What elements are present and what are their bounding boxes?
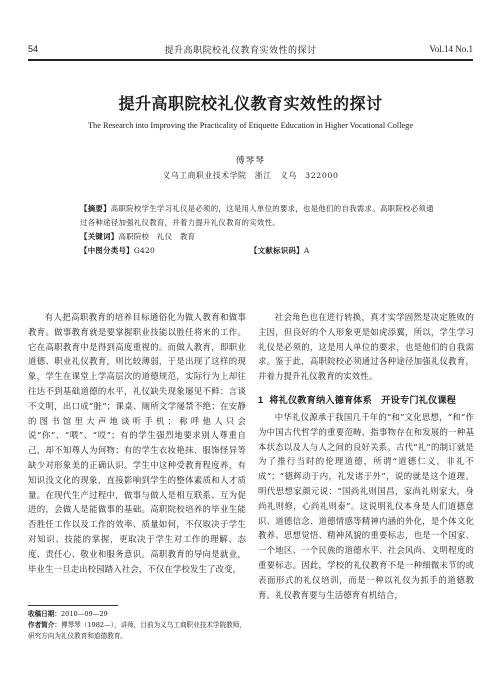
abstract-block xyxy=(80,202,436,258)
doc-code-value: A xyxy=(303,246,310,255)
footnote-rule xyxy=(28,605,118,606)
classification xyxy=(80,244,250,258)
keywords-label: 【关键词】 xyxy=(80,232,119,241)
article-title: 提升高职院校礼仪教育实效性的探讨 xyxy=(118,94,383,113)
section-title: 将礼仪教育纳入德育体系 开设专门礼仪课程 xyxy=(269,394,457,405)
body-paragraph: 中华礼仪源承于我国几千年的“和”文化思想，“和”作为中国古代哲学的重要范畴，指事物存在和发展的一种基本状态以及人与人之间的良好关系。古代“礼”的制订就是为了推行当时的伦理道德，所谓“道德仁义，非礼不成”；“德辉动于内，礼发诸于外”，说的就是这个道理。明代思想家颜元说：“国尚礼则国昌，家尚礼则家大，身尚礼则修，心尚礼则泰”。这说明礼仪本身是人们道德意识、道德信念、道德情感等精神内涵的外化，是个体文化教养、思想觉悟、精神风貌的重要标志，也是一个国家、一个地区、一个民族的道德水平、社会风尚、文明程度的重要标志。因此，学校的礼仪教育不是一种细微末节的或表面形式的礼仪培训，而是一种以礼仪为抓手的道德教育。礼仪教育要与生活德育有机结合， xyxy=(258,411,474,600)
article-subtitle-english: The Research into Improving the Practicality of Etiquette Education in Higher Vocational College xyxy=(87,121,414,130)
page-number: 54 xyxy=(28,44,39,54)
author-bio-label: 作者简介： xyxy=(28,621,61,629)
author-bio-line xyxy=(28,620,248,642)
doc-code-label: 【文献标识码】 xyxy=(250,246,304,255)
received-label: 收稿日期： xyxy=(28,610,61,618)
abstract-text: 高职院校学生学习礼仪是必须的，这是用人单位的要求，也是他们的自我需求。高职院校必须通过各种途径加强礼仪教育，并着力提升礼仪教育的实效性。 xyxy=(80,204,434,227)
author-name: 傅琴琴 xyxy=(235,156,266,166)
keywords xyxy=(80,230,436,244)
header-rule xyxy=(28,59,473,61)
body-paragraph: 有人把高职教育的培养目标通俗化为做人教育和做事教育。做事教育就是要掌握职业技能以胜任将来的工作。它在高职教育中是得到高度重视的。而做人教育，即职业道德、职业礼仪教育，则比较薄弱，于是出现了这样的现象，学生在课堂上学高层次的道德规范，实际行为上却往往达不到基础道德的水平，礼仪缺失现象屡见不鲜：言谈不文明，出口成“脏”；课桌、厕所文学屡禁不绝；在安静的图书馆里大声地谈听手机；称呼他人只会说“你”、“喂”、“哎”；有的学生强烈地要求别人尊重自己，却不知尊人为何物；有的学生衣妆艳抹、服饰怪异等缺少对形象美的正确认识。学生中这种受教育程度养，有知识没文化的现象，直接影响到学生的整体素质和人才质量。在现代生产过程中，做事与做人是相互联系、互为促进的，会做人是能做事的基础。高职院校培养的毕业生能否胜任工作以及工作的效率、质量如何，不仅取决于学生对知识、技能的掌握，更取决于学生对工作的理解、态度、责任心、敬业和服务意识。高职教育的导向是就业，毕业生一旦走出校园踏入社会，不仅在学校发生了改变， xyxy=(28,312,246,574)
received-date: 2010—09—29 xyxy=(60,610,108,618)
left-column xyxy=(28,310,246,576)
running-title: 提升高职院校礼仪教育实效性的探讨 xyxy=(164,45,317,56)
classification-line xyxy=(80,244,436,258)
author-bio-text: 傅琴琴（1982—），讲师，目前为义乌工商职业技术学院教师，研究方向为礼仪教育和道德教育。 xyxy=(28,621,246,640)
section-number: 1 xyxy=(258,394,264,405)
volume-issue: Vol.14 No.1 xyxy=(429,44,473,54)
body-paragraph: 社会角色也在进行转换，真才实学固然是决定胜败的主因，但良好的个人形象更是如虎添翼，所以，学生学习礼仪是必须的，这是用人单位的要求，也是他们的自我需求。鉴于此，高职院校必须通过各种途径加强礼仪教育，并着力提升礼仪教育的实效性。 xyxy=(258,312,474,382)
running-header xyxy=(28,42,473,56)
received-date-line xyxy=(28,609,248,620)
footnote xyxy=(28,609,248,642)
right-column xyxy=(258,310,474,602)
abstract-label: 【摘要】 xyxy=(80,204,111,213)
author-affiliation: 义乌工商职业技术学院 浙江 义乌 322000 xyxy=(162,171,339,180)
abstract xyxy=(80,202,436,230)
classification-label: 【中图分类号】 xyxy=(80,246,134,255)
section-heading xyxy=(258,393,474,408)
doc-code xyxy=(250,244,309,258)
classification-value: G420 xyxy=(133,246,156,255)
keywords-text: 高职院校 礼仪 教育 xyxy=(118,232,196,241)
